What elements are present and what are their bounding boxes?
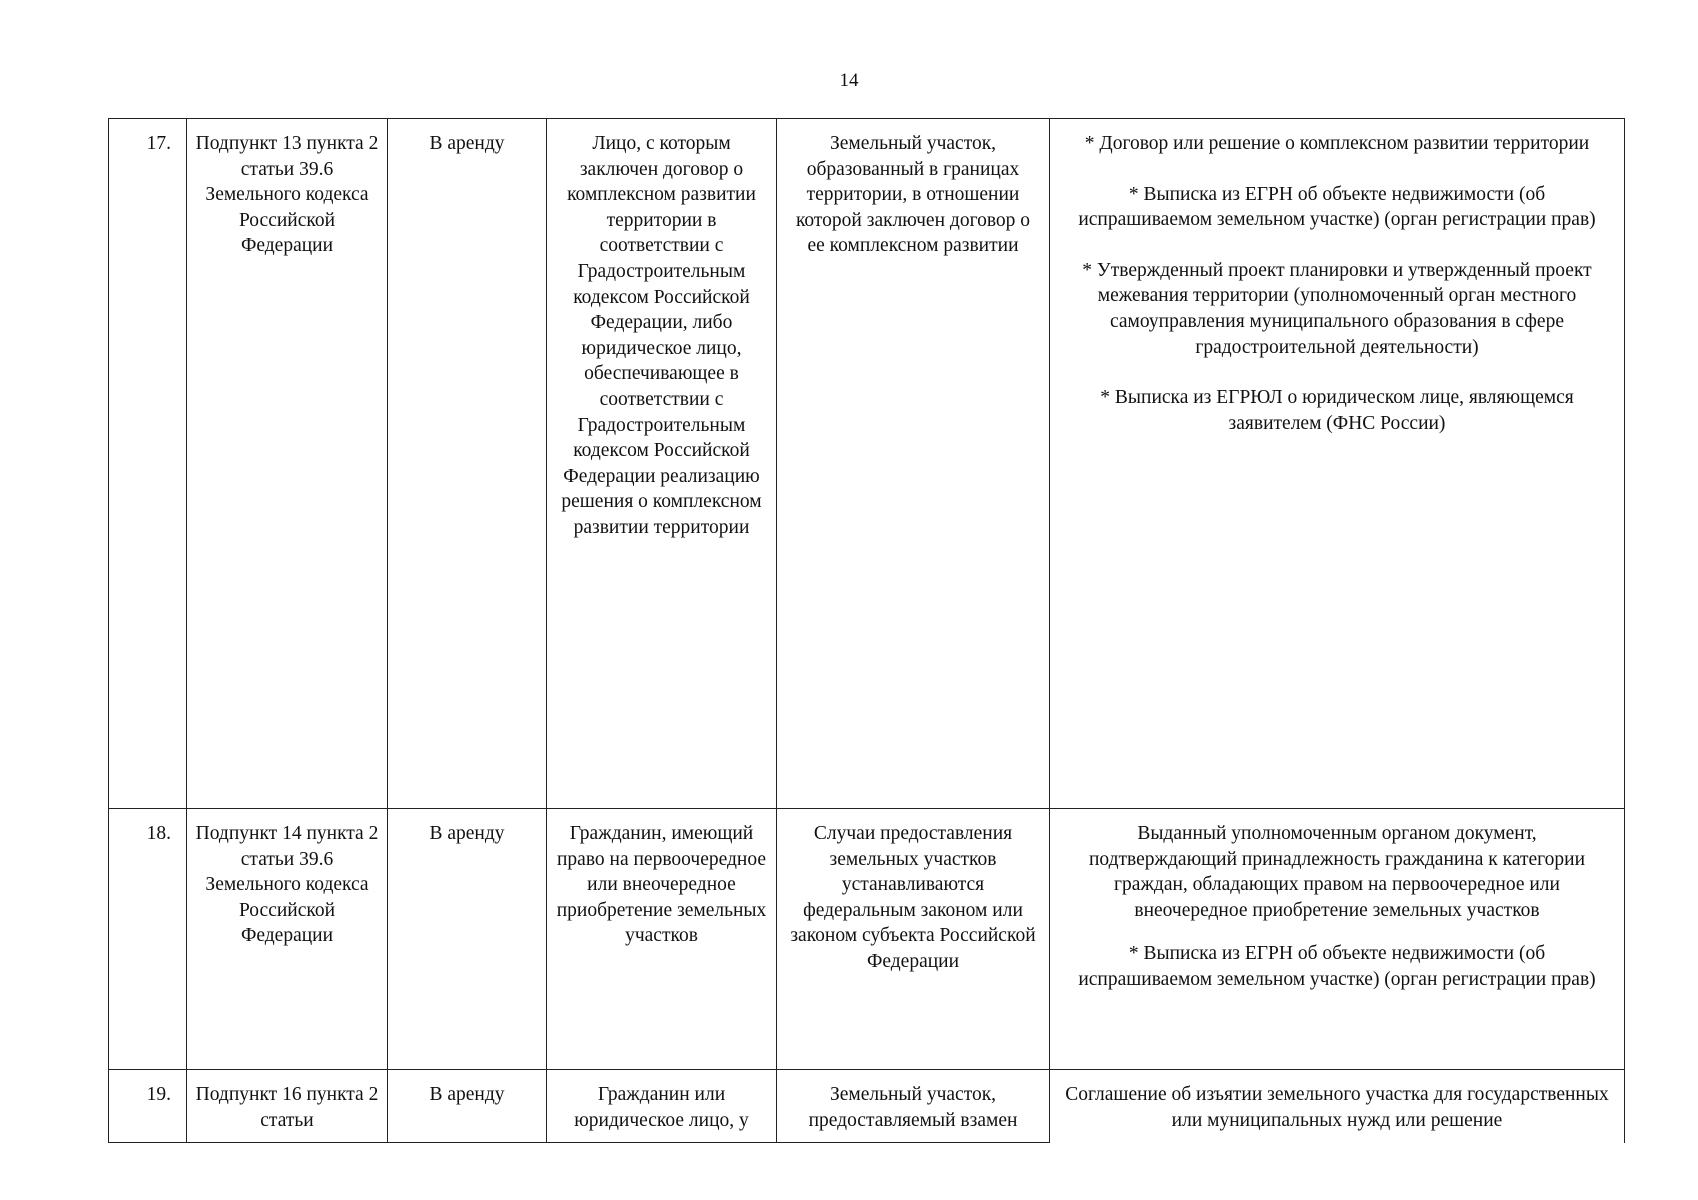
table-row: [109, 119, 1625, 809]
document-item: Выданный уполномоченным органом документ, подтверждающий принадлежность гражданина к категории граждан, обладающих правом на первоочередное или внеочередное приобретение земельных участков: [1088, 823, 1586, 921]
documents-cell: [1050, 119, 1625, 809]
row-number: 19.: [109, 1070, 187, 1143]
document-item: * Договор или решение о комплексном развитии территории: [1084, 133, 1590, 154]
provision-type-cell: В аренду: [388, 1070, 547, 1143]
row-number: 17.: [109, 119, 187, 809]
document-item: Соглашение об изъятии земельного участка для государственных или муниципальных нужд или решение: [1065, 1084, 1609, 1131]
page-number: 14: [839, 70, 859, 91]
applicant-cell: Гражданин, имеющий право на первоочередное или внеочередное приобретение земельных участков: [547, 809, 777, 1070]
document-table: [108, 118, 1625, 1143]
document-item: * Утвержденный проект планировки и утвержденный проект межевания территории (уполномоченный орган местного самоуправления муниципального образования в сфере градостроительной деятельности): [1082, 259, 1592, 358]
document-item: * Выписка из ЕГРЮЛ о юридическом лице, являющемся заявителем (ФНС России): [1100, 387, 1574, 434]
land-plot-cell: Земельный участок, предоставляемый взамен: [777, 1070, 1050, 1143]
legal-basis-cell: Подпункт 13 пункта 2 статьи 39.6 Земельного кодекса Российской Федерации: [187, 119, 388, 809]
table-row: [109, 809, 1625, 1070]
row-number: 18.: [109, 809, 187, 1070]
document-item: * Выписка из ЕГРН об объекте недвижимости (об испрашиваемом земельном участке) (орган регистрации прав): [1078, 183, 1596, 231]
table-row: [109, 1070, 1625, 1143]
land-plot-cell: Случаи предоставления земельных участков устанавливаются федеральным законом или законом субъекта Российской Федерации: [777, 809, 1050, 1070]
legal-basis-cell: Подпункт 14 пункта 2 статьи 39.6 Земельного кодекса Российской Федерации: [187, 809, 388, 1070]
documents-cell: [1050, 1070, 1625, 1143]
documents-cell: [1050, 809, 1625, 1070]
provision-type-cell: В аренду: [388, 119, 547, 809]
document-item: * Выписка из ЕГРН об объекте недвижимости (об испрашиваемом земельном участке) (орган регистрации прав): [1078, 943, 1596, 990]
applicant-cell: Гражданин или юридическое лицо, у: [547, 1070, 777, 1143]
legal-basis-cell: Подпункт 16 пункта 2 статьи: [187, 1070, 388, 1143]
applicant-cell: Лицо, с которым заключен договор о комплексном развитии территории в соответствии с Градостроительным кодексом Российской Федерации, либо юридическое лицо, обеспечивающее в соответствии с Градостроительным кодексом Российской Федерации реализацию решения о комплексном развитии территории: [547, 119, 777, 809]
provision-type-cell: В аренду: [388, 809, 547, 1070]
land-plot-cell: Земельный участок, образованный в границах территории, в отношении которой заключен договор о ее комплексном развитии: [777, 119, 1050, 809]
